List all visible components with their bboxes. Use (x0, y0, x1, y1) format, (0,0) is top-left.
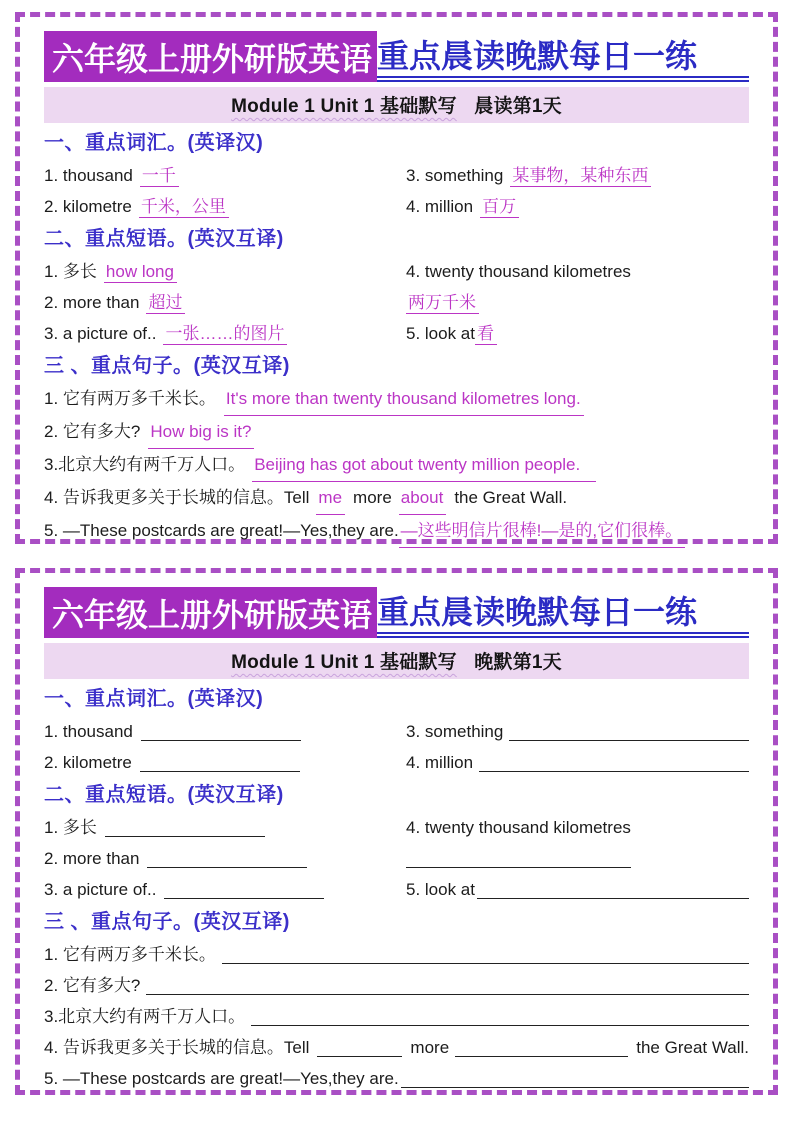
answer-text: 两万千米 (406, 293, 479, 314)
phrase-item: 5. look at 看 (406, 318, 749, 349)
vocab-grid (44, 160, 749, 222)
sheet-title (44, 31, 749, 82)
vocab-item: 4. million (406, 747, 749, 778)
answer-blank (146, 994, 749, 995)
worksheet-evening (15, 568, 778, 1095)
answer-text: about (399, 482, 447, 515)
title-accent: 重点晨读晚默每日一练 (377, 587, 749, 638)
answer-blank (509, 740, 749, 741)
answer-text: me (316, 482, 345, 515)
phrase-item: 3. a picture of.. (44, 874, 406, 905)
sentence-item: 5. —These postcards are great!—Yes,they are. —这些明信片很棒!—是的,它们很棒。 (44, 515, 749, 548)
answer-text: 超过 (146, 293, 185, 314)
sentence-item: 4. 告诉我更多关于长城的信息。Tell more the Great Wall. (44, 1038, 749, 1057)
vocab-item: 3. something (406, 716, 749, 747)
sentence-item: 2. 它有多大? (44, 970, 749, 1001)
phrase-item: 3. a picture of.. 一张……的图片 (44, 318, 406, 349)
sentence-list (44, 383, 749, 548)
sheet-title (44, 587, 749, 638)
sentence-item: 3.北京大约有两千万人口。 (44, 1001, 749, 1032)
phrase-item: 4. twenty thousand kilometres (406, 818, 631, 837)
answer-blank (147, 854, 307, 868)
sentence-item: 5. —These postcards are great!—Yes,they are. (44, 1063, 749, 1094)
answer-text: 千米，公里 (139, 197, 229, 218)
phrase-item: 4. twenty thousand kilometres (406, 262, 631, 281)
answer-blank (141, 727, 301, 741)
vocab-item: 4. million 百万 (406, 191, 749, 222)
phrase-item: 1. 多长 (44, 812, 406, 843)
sentence-item: 1. 它有两万多千米长。 (44, 939, 749, 970)
subtitle-day: 晚默第1天 (474, 652, 562, 673)
answer-text: 一千 (140, 166, 179, 187)
vocab-item: 3. something 某事物，某种东西 (406, 160, 749, 191)
answer-blank (164, 885, 324, 899)
section-heading-sentences: 三 、重点句子。(英汉互译) (44, 355, 290, 377)
phrase-answer-line (406, 287, 749, 318)
section-heading-phrases: 二、重点短语。(英汉互译) (44, 228, 284, 250)
section-heading-vocab: 一、重点词汇。(英译汉) (44, 688, 264, 710)
answer-blank (222, 963, 749, 964)
answer-blank (317, 1056, 402, 1057)
sentence-item: 4. 告诉我更多关于长城的信息。Tell me more about the Great Wall. (44, 482, 749, 515)
vocab-item: 2. kilometre (44, 747, 406, 778)
subtitle-module: Module 1 Unit 1 基础默写 (231, 96, 457, 117)
answer-blank (140, 758, 300, 772)
phrase-item: 2. more than (44, 843, 406, 874)
title-accent: 重点晨读晚默每日一练 (377, 31, 749, 82)
answer-blank (401, 1087, 749, 1088)
vocab-item: 1. thousand (44, 716, 406, 747)
subtitle-day: 晨读第1天 (474, 96, 562, 117)
answer-text: 看 (475, 324, 497, 345)
answer-text: 一张……的图片 (163, 324, 287, 345)
answer-blank (105, 823, 265, 837)
answer-text: how long (104, 262, 177, 283)
phrase-grid (44, 256, 749, 349)
answer-blank (479, 771, 749, 772)
answer-text: Beijing has got about twenty million people. (252, 449, 596, 482)
sheet-subtitle (44, 87, 749, 123)
answer-blank (406, 854, 631, 868)
vocab-item: 2. kilometre 千米，公里 (44, 191, 406, 222)
sentence-item: 3.北京大约有两千万人口。 Beijing has got about twenty million people. (44, 449, 749, 482)
phrase-item: 1. 多长 how long (44, 256, 406, 287)
title-badge: 六年级上册外研版英语 (44, 587, 377, 638)
phrase-item: 2. more than 超过 (44, 287, 406, 318)
answer-text: It's more than twenty thousand kilometres long. (224, 383, 584, 416)
answer-blank (251, 1025, 749, 1026)
answer-blank (477, 898, 749, 899)
subtitle-module: Module 1 Unit 1 基础默写 (231, 652, 457, 673)
worksheet-morning (15, 12, 778, 544)
sheet-subtitle (44, 643, 749, 679)
sentence-item: 1. 它有两万多千米长。 It's more than twenty thousand kilometres long. (44, 383, 749, 416)
section-heading-phrases: 二、重点短语。(英汉互译) (44, 784, 284, 806)
sentence-list (44, 939, 749, 1094)
phrase-item: 5. look at (406, 874, 749, 905)
section-heading-sentences: 三 、重点句子。(英汉互译) (44, 911, 290, 933)
title-badge: 六年级上册外研版英语 (44, 31, 377, 82)
answer-blank (455, 1056, 628, 1057)
answer-text: 百万 (480, 197, 519, 218)
answer-text: 某事物，某种东西 (510, 166, 651, 187)
phrase-answer-line (406, 843, 749, 874)
vocab-item: 1. thousand 一千 (44, 160, 406, 191)
vocab-grid (44, 716, 749, 778)
answer-text: How big is it? (148, 416, 254, 449)
sentence-item: 2. 它有多大? How big is it? (44, 416, 749, 449)
section-heading-vocab: 一、重点词汇。(英译汉) (44, 132, 264, 154)
phrase-grid (44, 812, 749, 905)
answer-text: —这些明信片很棒!—是的,它们很棒。 (399, 515, 685, 548)
